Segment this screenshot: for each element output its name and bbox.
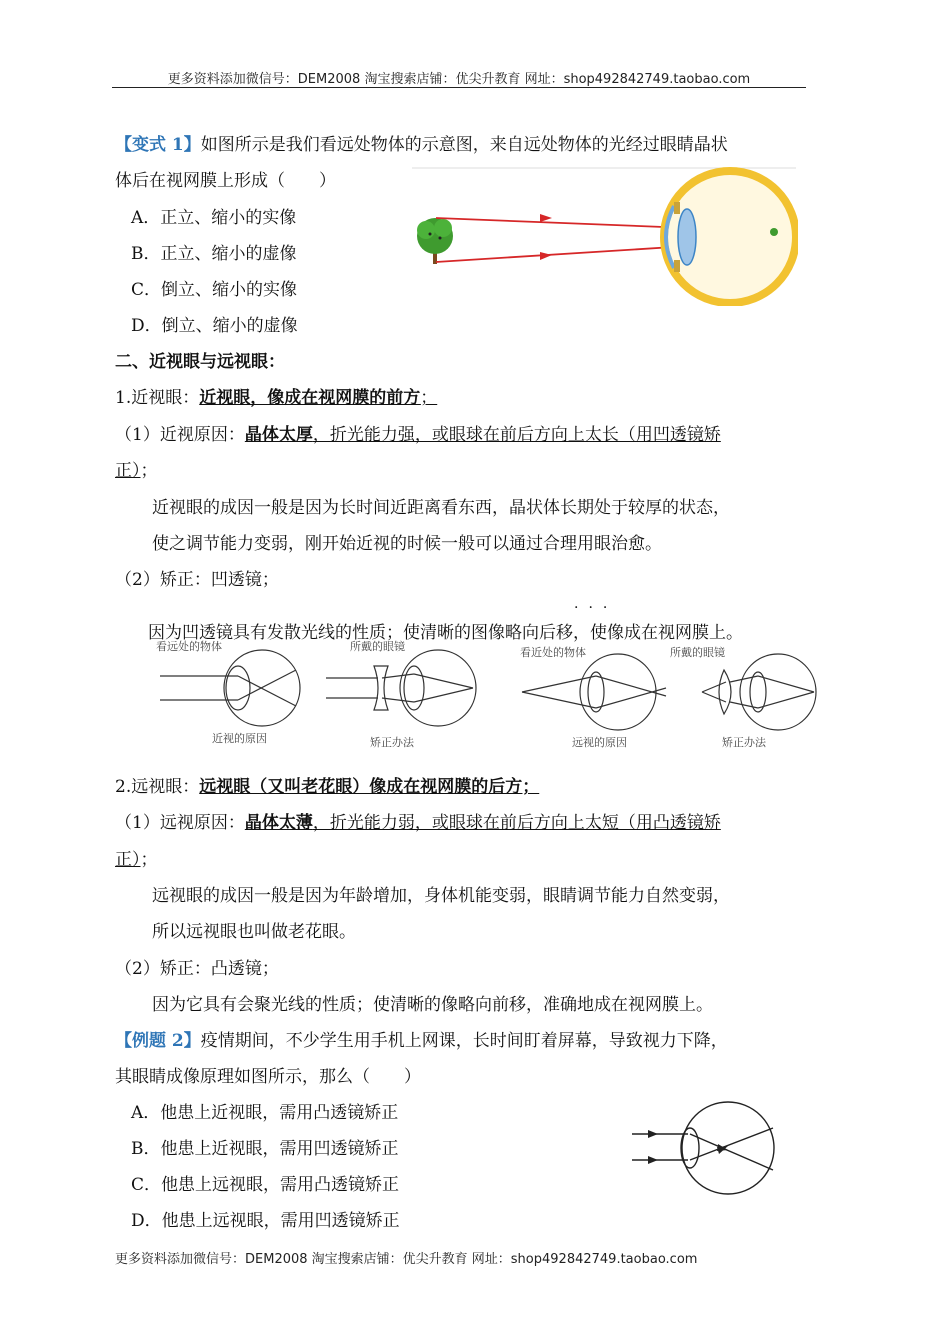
hyperopia-cause-line2: [115, 849, 158, 871]
variant1-option-b: B．正立、缩小的虚像: [131, 244, 297, 264]
hyperopia-cause-end: ；: [140, 850, 158, 870]
hyperopia-fix-label: （2）矫正：凸透镜；: [115, 959, 279, 979]
hyperopia-explain-line1: 远视眼的成因一般是因为年龄增加，身体机能变弱，眼睛调节能力自然变弱，: [152, 886, 730, 906]
example2-tag: 【例题 2】: [115, 1031, 201, 1051]
myopia-explain-line2: 使之调节能力变弱，刚开始近视的时候一般可以通过合理用眼治愈。: [152, 534, 662, 554]
caption-myopia-fix: 矫正办法: [370, 736, 414, 749]
variant1-option-c: C．倒立、缩小的实像: [131, 280, 298, 300]
example2-option-b: B．他患上近视眼，需用凹透镜矫正: [131, 1139, 399, 1159]
caption-glasses-1: 所戴的眼镜: [350, 640, 405, 653]
example2-question-line1: [115, 1030, 728, 1052]
example2-option-c: C．他患上远视眼，需用凸透镜矫正: [131, 1175, 400, 1195]
example2-eye-figure: [628, 1098, 778, 1196]
caption-hyperopia-cause: 远视的原因: [572, 736, 627, 749]
myopia-cause-line2-text: 正）: [115, 461, 141, 481]
caption-near-object: 看近处的物体: [520, 646, 586, 659]
example2-question-line2: 其眼睛成像原理如图所示，那么（ ）: [115, 1067, 421, 1087]
eyeball-icon: [664, 171, 796, 303]
page-footer: 更多资料添加微信号：DEM2008 淘宝搜索店铺：优尖升教育 网址：shop492842749.taobao.com: [115, 1252, 698, 1267]
section2-title: 二、近视眼与远视眼：: [115, 352, 285, 372]
example2-option-a: A．他患上近视眼，需用凸透镜矫正: [131, 1103, 399, 1123]
hyperopia-cause-bold: 晶体太薄: [244, 813, 313, 833]
myopia-cause-line1: [115, 424, 721, 446]
myopia-cause-rest: ，折光能力强，或眼球在前后方向上太长（用凹透镜矫: [312, 425, 721, 445]
variant1-question-line2: 体后在视网膜上形成（ ）: [115, 171, 336, 191]
hyperopia-cause-rest: ，折光能力弱，或眼球在前后方向上太短（用凸透镜矫: [312, 813, 721, 833]
variant1-option-d: D．倒立、缩小的虚像: [131, 316, 298, 336]
myopia-fix-label: （2）矫正：凹透镜；: [115, 570, 279, 590]
hyperopia-def: 远视眼（又叫老花眼）像成在视网膜的后方；: [199, 777, 540, 797]
caption-myopia-cause: 近视的原因: [212, 732, 267, 745]
myopia-cause-end: ；: [140, 461, 158, 481]
caption-glasses-2: 所戴的眼镜: [670, 646, 725, 659]
myopia-cause-bold: 晶体太厚: [244, 425, 313, 445]
example2-option-d: D．他患上远视眼，需用凹透镜矫正: [131, 1211, 400, 1231]
page-header: 更多资料添加微信号：DEM2008 淘宝搜索店铺：优尖升教育 网址：shop492842749.taobao.com: [167, 72, 751, 87]
eye-far-object-figure: [412, 166, 798, 306]
myopia-hyperopia-figure: [150, 638, 820, 754]
myopia-def: 近视眼，像成在视网膜的前方: [199, 388, 421, 408]
myopia-definition: [115, 387, 437, 409]
emphasis-dots: ···: [574, 600, 618, 616]
myopia-def-end: ；: [420, 388, 438, 408]
example2-text1: 疫情期间，不少学生用手机上网课，长时间盯着屏幕，导致视力下降，: [200, 1031, 728, 1051]
hyperopia-explain-line2: 所以远视眼也叫做老花眼。: [152, 922, 356, 942]
myopia-label: 1.近视眼：: [115, 388, 200, 408]
hyperopia-fix-explain: 因为它具有会聚光线的性质；使清晰的像略向前移，准确地成在视网膜上。: [152, 995, 713, 1015]
hyperopia-cause-line1: [115, 812, 721, 834]
caption-hyperopia-fix: 矫正办法: [722, 736, 766, 749]
variant1-tag: 【变式 1】: [115, 135, 201, 155]
hyperopia-label: 2.远视眼：: [115, 777, 200, 797]
myopia-cause-label: （1）近视原因：: [115, 425, 245, 445]
variant1-text1: 如图所示是我们看远处物体的示意图，来自远处物体的光经过眼睛晶状: [200, 135, 728, 155]
caption-far-object: 看远处的物体: [156, 640, 222, 653]
tree-icon: [417, 218, 453, 264]
myopia-explain-line1: 近视眼的成因一般是因为长时间近距离看东西，晶状体长期处于较厚的状态，: [152, 498, 730, 518]
variant1-option-a: A．正立、缩小的实像: [131, 208, 297, 228]
header-divider: [112, 87, 806, 88]
variant1-question-line1: [115, 134, 728, 156]
myopia-fix-explain: 因为凹透镜具有发散光线的性质；使清晰的图像略向后移，使像成在视网膜上。: [148, 623, 743, 643]
myopia-cause-line2: [115, 460, 158, 482]
hyperopia-cause-label: （1）远视原因：: [115, 813, 245, 833]
hyperopia-cause-line2-text: 正）: [115, 850, 141, 870]
hyperopia-definition: [115, 776, 539, 798]
